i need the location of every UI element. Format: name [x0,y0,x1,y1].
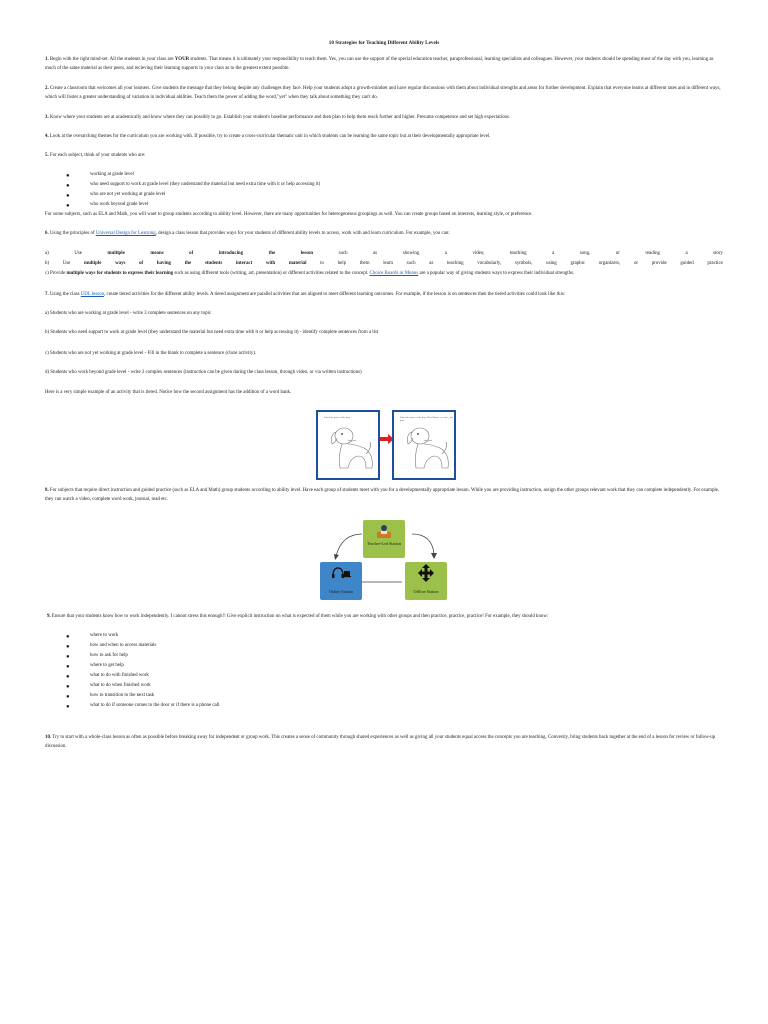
worksheet-image-right: Label the parts of the dog. Word Bank: ear, nose, tail, paw [392,410,456,480]
paragraph-3 [45,113,723,122]
item-number: 9. [47,614,51,619]
paragraph-6-c: c) Provide multiple ways for students to express their learning such as using different tools (writing, art, presentation) or different activities related to the concept. Choice Boards or Menus are a popular way of giving students ways to express their individual strengths. [45,271,575,276]
bullet-icon: ● [66,684,70,690]
paragraph-text: Know where your students are at academically and know where they can possibly to go. Establish your student's baseline performance and then plan to help them reach further and higher. Presume competence and set high expectations. [48,115,511,120]
worksheet-image-left: Label the parts of the dog. [316,410,380,480]
emphasis-text: YOUR [174,57,190,62]
bullet-icon: ● [66,704,70,710]
paragraph-8: 8. For subjects that require direct instruction and guided practice (such as ELA and Math) group students according to ability level. Have each group of students meet with you for a developmentally appropriate lesson. While you are providing instruction, assign the other groups relevant work that they can complete independently. For example, they can watch a video, complete word work, journal, read etc. [45,488,720,502]
paragraph-5 [45,151,723,160]
bullet-icon: ● [66,183,70,189]
bullet-icon: ● [66,634,70,640]
list-item: ● how and when to access materials [66,643,157,650]
bullet-list-9 [66,631,666,711]
teacher-led-station-tile: Teacher-Led Station [363,520,405,558]
list-item: ● how to transition to the next task [66,693,155,700]
dog-outline-icon [318,412,378,478]
item-number: 3. [45,115,49,120]
paragraph-text: Look at the overarching themes for the curriculum you are working with. If possible, try to create a cross-curricular thematic unit in which students can be learning the same topic but at their developmentally appropriate level. [48,134,491,139]
justified-row-a: a) Use multiple means of introducing the lesson such as showing a video, teaching a song, or reading a story [45,251,723,256]
paragraph-9: 9. Ensure that your students know how to work independently. I cannot stress this enough!! Give explicit instruction on what is expected of them while you are working with other groups and then practice, practice, practice! For example, they should know: [47,614,549,619]
paragraph-4 [45,132,723,141]
paragraph-text: students. That means it is ultimately your responsibility to teach them. Yes, you can use the support of the special education teacher, paraprofessional, learning specialists and colleagues. However, your students should be spending most of the day with you, learning as much of the same material as their peers, and recieving their learning supports in your class as to the greatest extent possible. [45,57,714,71]
paragraph-text: Create a classroom that welcomes all your learners. Give students the message that they belong despite any challenges they face. Help your students adopt a growth-mindset and have regular discussions with them about individual strengths and areas for further development. Explain that everyone learns at different rates and in different ways, which will foster a greater understanding of variation in individual abilities. Teach them the power of adding the word,"yet" when they talk about something they can't do. [45,86,721,100]
document-title: 10 Strategies for Teaching Different Ability Levels [328,40,440,46]
list-item: ● what to do if someone comes to the door or if there is a phone call [66,703,220,710]
tier-item-b: b) Students who need support to work at grade level (they understand the material but need extra time with it or help accessing it) - identify complete sentences from a list [45,330,379,335]
justified-row-b: b) Use multiple ways of having the students interact with material to help them learn such as teaching vocabularly, symbols, using graphic organizers, or provide guided practice [45,261,723,266]
item-number: 7. [45,292,49,297]
bullet-icon: ● [66,644,70,650]
bullet-list-5 [66,170,666,210]
paragraph-7: 7. Using the class UDL lesson, create tiered activities for the different ability levels. A tiered assignment are parallel activities that are aligned to meet different learning outcomes. For example, if the lesson is on sentences then the tiered activities could look like this: [45,292,566,297]
item-number: 1. [45,57,49,62]
bullet-icon: ● [66,674,70,680]
paragraph-text: Begin with the right mind-set. All the students in your class are [48,57,175,62]
bullet-icon: ● [66,173,70,179]
list-item: ● what to do with finished work [66,673,149,680]
list-item: ● where to get help [66,663,124,670]
item-number: 8. [45,488,49,493]
bullet-icon: ● [66,654,70,660]
list-item: ● who work beyond grade level [66,202,149,209]
bullet-icon: ● [66,664,70,670]
bullet-icon: ● [66,203,70,209]
item-number: 5. [45,153,49,158]
offline-station-tile: Offline Station [405,562,447,600]
choice-boards-link[interactable]: Choice Boards or Menus [369,271,419,276]
tier-example-note: Here is a very simple example of an activity that is tiered. Notice how the second assignment has the addition of a word bank. [45,390,292,395]
tier-item-c: c) Students who are not yet working at grade level - Fill in the blank to complete a sentence (cloze activity). [45,351,257,356]
item-number: 10. [45,735,52,740]
laptop-headphones-icon [331,566,351,580]
bullet-icon: ● [66,193,70,199]
move-arrows-icon [418,564,434,582]
list-item: ● what to do when finished work [66,683,151,690]
online-station-tile: Online Station [320,562,362,600]
item-number: 2. [45,86,49,91]
paragraph-1 [45,55,723,73]
list-item: ● working at grade level [66,172,134,179]
paragraph-5-note: For some subjects, such as ELA and Math, you will want to group students according to ability level. However, there are many opportunities for heterogeneous groupings as well. You can create groups based on interests, learning style, or preference. [45,212,533,217]
item-number: 4. [45,134,49,139]
paragraph-2 [45,84,723,102]
item-number: 6. [45,231,49,236]
list-item: ● who need support to work at grade level (they understand the material but need extra time with it or help accessing it) [66,182,321,189]
tier-item-a: a) Students who are working at grade level - write 3 complete sentences on any topic [45,311,212,316]
teacher-icon [376,523,392,539]
udl-link[interactable]: Universal Design for Learning [95,231,156,236]
paragraph-text: For each subject, think of your students who are: [48,153,146,158]
list-item: ● how to ask for help [66,653,128,660]
list-item: ● who are not yet working at grade level [66,192,166,199]
tier-item-d: d) Students who work beyond grade level - write 3 complex sentences (instruction can be given during the class lesson, through video, or via written instructions) [45,370,362,375]
paragraph-10: 10. Try to start with a whole-class lesson as often as possible before breaking away for independent or group work. This creates a sense of community through shared experiences as well as giving all your students equal access the concepts you are teaching. Conversly, bring students back together at the end of a lesson for review or follow-up discussion. [45,735,716,749]
paragraph-6: 6. Using the principles of Universal Design for Learning, design a class lesson that provides ways for your students of different ability levels to access, work with and learn curriculum. For example, you can: [45,231,450,236]
udl-lesson-link[interactable]: UDL lesson [80,292,105,297]
bullet-icon: ● [66,694,70,700]
list-item: ● where to work [66,633,119,640]
